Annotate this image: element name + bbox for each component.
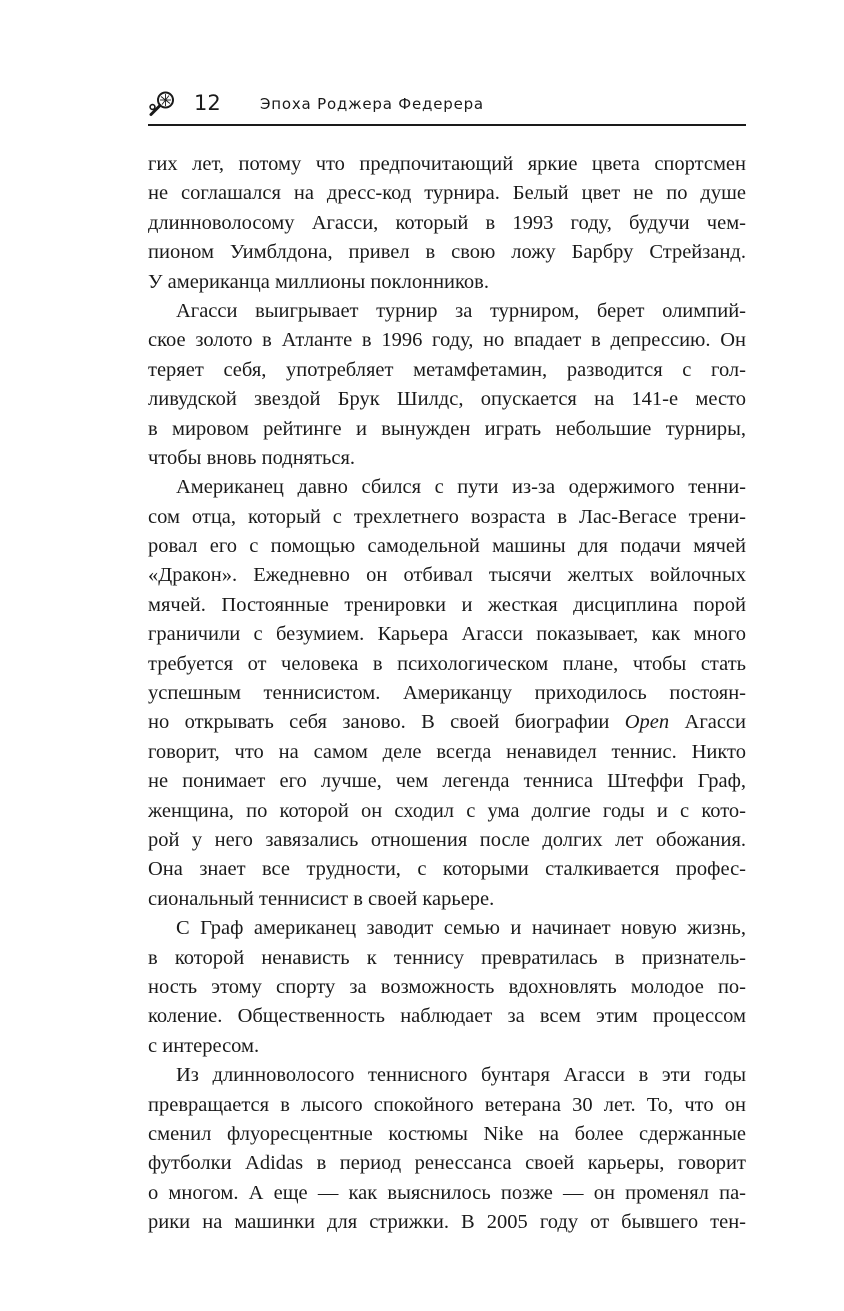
text-line: Из длинноволосого теннисного бунтаря Агасси в эти годы (176, 1064, 746, 1087)
text-line: сиональный теннисист в своей карьере. (148, 887, 495, 910)
text-line: граничили с безумием. Карьера Агасси показывает, как много (148, 623, 746, 646)
text-line: ливудской звездой Брук Шилдс, опускается на 141-е место (148, 388, 746, 411)
text-line: Она знает все трудности, с которыми сталкивается профес- (148, 858, 746, 881)
text-segment: но открывать себя заново. В своей биографии (148, 711, 625, 734)
paragraph (148, 150, 746, 297)
running-title: Эпоха Роджера Федерера (260, 95, 484, 113)
text-line: гих лет, потому что предпочитающий яркие цвета спортсмен (148, 153, 746, 175)
page-number: 12 (194, 91, 221, 115)
text-segment: Агасси (669, 711, 746, 734)
book-title: Open (624, 711, 670, 734)
text-line: в которой ненависть к теннису превратилась в признатель- (148, 946, 746, 969)
text-line: чтобы вновь подняться. (148, 446, 356, 469)
tennis-racket-icon (148, 90, 176, 118)
text-line: успешным теннисистом. Американцу приходилось постоян- (148, 682, 746, 705)
text-line: ровал его с помощью самодельной машины для подачи мячей (148, 535, 746, 558)
text-line: говорит, что на самом деле всегда ненавидел теннис. Никто (148, 740, 746, 763)
text-line: о многом. А еще — как выяснилось позже — он променял па- (148, 1181, 746, 1204)
paragraph (148, 914, 746, 1061)
text-line: мячей. Постоянные тренировки и жесткая дисциплина порой (148, 593, 746, 616)
text-line: Американец давно сбился с пути из-за одержимого тенни- (176, 476, 746, 499)
paragraph (148, 1061, 746, 1237)
text-line: ность этому спорту за возможность вдохновлять молодое по- (148, 975, 746, 998)
text-line: рики на машинки для стрижки. В 2005 году от бывшего тен- (148, 1211, 746, 1234)
page-header (148, 88, 746, 126)
text-line: сменил флуоресцентные костюмы Nike на более сдержанные (148, 1122, 746, 1145)
text-line: женщина, по которой он сходил с ума долгие годы и с кото- (148, 799, 746, 822)
text-line: «Дракон». Ежедневно он отбивал тысячи желтых войлочных (148, 564, 746, 587)
paragraph (148, 297, 746, 473)
text-line: С Граф американец заводит семью и начинает новую жизнь, (176, 917, 746, 940)
paragraph (148, 473, 746, 914)
text-line: коление. Общественность наблюдает за всем этим процессом (148, 1005, 746, 1028)
text-line: не понимает его лучше, чем легенда тенниса Штеффи Граф, (148, 770, 746, 793)
text-line: теряет себя, употребляет метамфетамин, разводится с гол- (148, 358, 746, 381)
text-line: в мировом рейтинге и вынужден играть небольшие турниры, (148, 417, 746, 440)
text-line: Агасси выигрывает турнир за турниром, берет олимпий- (176, 299, 746, 322)
text-line: превращается в лысого спокойного ветерана 30 лет. То, что он (148, 1093, 746, 1116)
text-line: рой у него завязались отношения после долгих лет обожания. (148, 828, 746, 851)
text-line: У американца миллионы поклонников. (148, 270, 489, 293)
text-line: пионом Уимблдона, привел в свою ложу Барбру Стрейзанд. (148, 241, 746, 264)
text-line-with-italic (148, 708, 746, 737)
text-line: длинноволосому Агасси, который в 1993 году, будучи чем- (148, 211, 746, 234)
text-line: футболки Adidas в период ренессанса своей карьеры, говорит (148, 1152, 746, 1175)
text-line: ское золото в Атланте в 1996 году, но впадает в депрессию. Он (148, 329, 746, 352)
text-line: с интересом. (148, 1034, 260, 1057)
body-text (148, 150, 746, 1237)
text-line: требуется от человека в психологическом плане, чтобы стать (148, 652, 746, 675)
text-line: не соглашался на дресс-код турнира. Белый цвет не по душе (148, 182, 746, 205)
text-line: сом отца, который с трехлетнего возраста в Лас-Вегасе трени- (148, 505, 746, 528)
